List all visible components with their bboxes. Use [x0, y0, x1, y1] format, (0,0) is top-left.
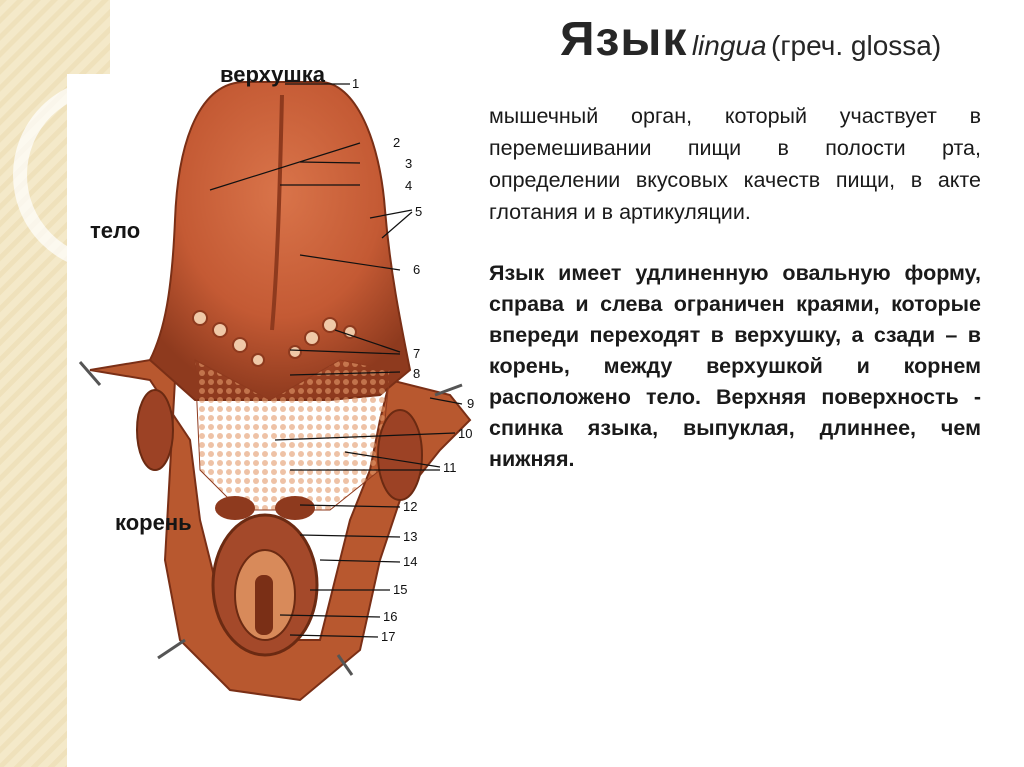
fig-num-3: 3 — [405, 156, 413, 171]
label-body: тело — [90, 218, 141, 243]
fig-num-6: 6 — [413, 262, 421, 277]
fig-num-8: 8 — [413, 366, 421, 381]
title-main: Язык — [560, 13, 688, 66]
fig-num-15: 15 — [393, 582, 408, 597]
title-greek: (греч. glossa) — [771, 30, 942, 61]
tonsil-right — [378, 410, 422, 500]
description-text: Язык имеет удлиненную овальную форму, справа и слева ограничен краями, которые впереди переходят в верхушку, а сзади – в корень, между верхушкой и корнем расположено тело. Верхняя поверхность - спинка языка, выпуклая, длиннее, чем нижняя. — [489, 261, 981, 471]
fig-num-4: 4 — [405, 178, 413, 193]
title-latin: lingua — [691, 30, 767, 61]
fig-num-2: 2 — [393, 135, 401, 150]
pin-left-top — [80, 362, 100, 385]
pin-left-bottom — [158, 640, 185, 658]
fig-num-9: 9 — [467, 396, 475, 411]
definition-text: мышечный орган, который участвует в перемешивании пищи в полости рта, определении вкусовых качеств пищи, в акте глотания и в артикуляции. — [489, 104, 981, 224]
fig-num-7: 7 — [413, 346, 421, 361]
pin-right-top — [435, 385, 462, 395]
glottis — [255, 575, 273, 635]
fig-num-13: 13 — [403, 529, 418, 544]
fig-num-12: 12 — [403, 499, 418, 514]
vallecula-left — [215, 496, 255, 520]
tonsil-left — [137, 390, 173, 470]
fig-num-5: 5 — [415, 204, 423, 219]
fig-num-14: 14 — [403, 554, 418, 569]
label-apex: верхушка — [220, 62, 325, 87]
fig-num-17: 17 — [381, 629, 396, 644]
label-root: корень — [115, 510, 192, 535]
fig-num-1: 1 — [352, 76, 360, 91]
fig-num-16: 16 — [383, 609, 398, 624]
vallecula-right — [275, 496, 315, 520]
fig-num-11: 11 — [443, 460, 457, 475]
fig-num-10: 10 — [458, 426, 473, 441]
